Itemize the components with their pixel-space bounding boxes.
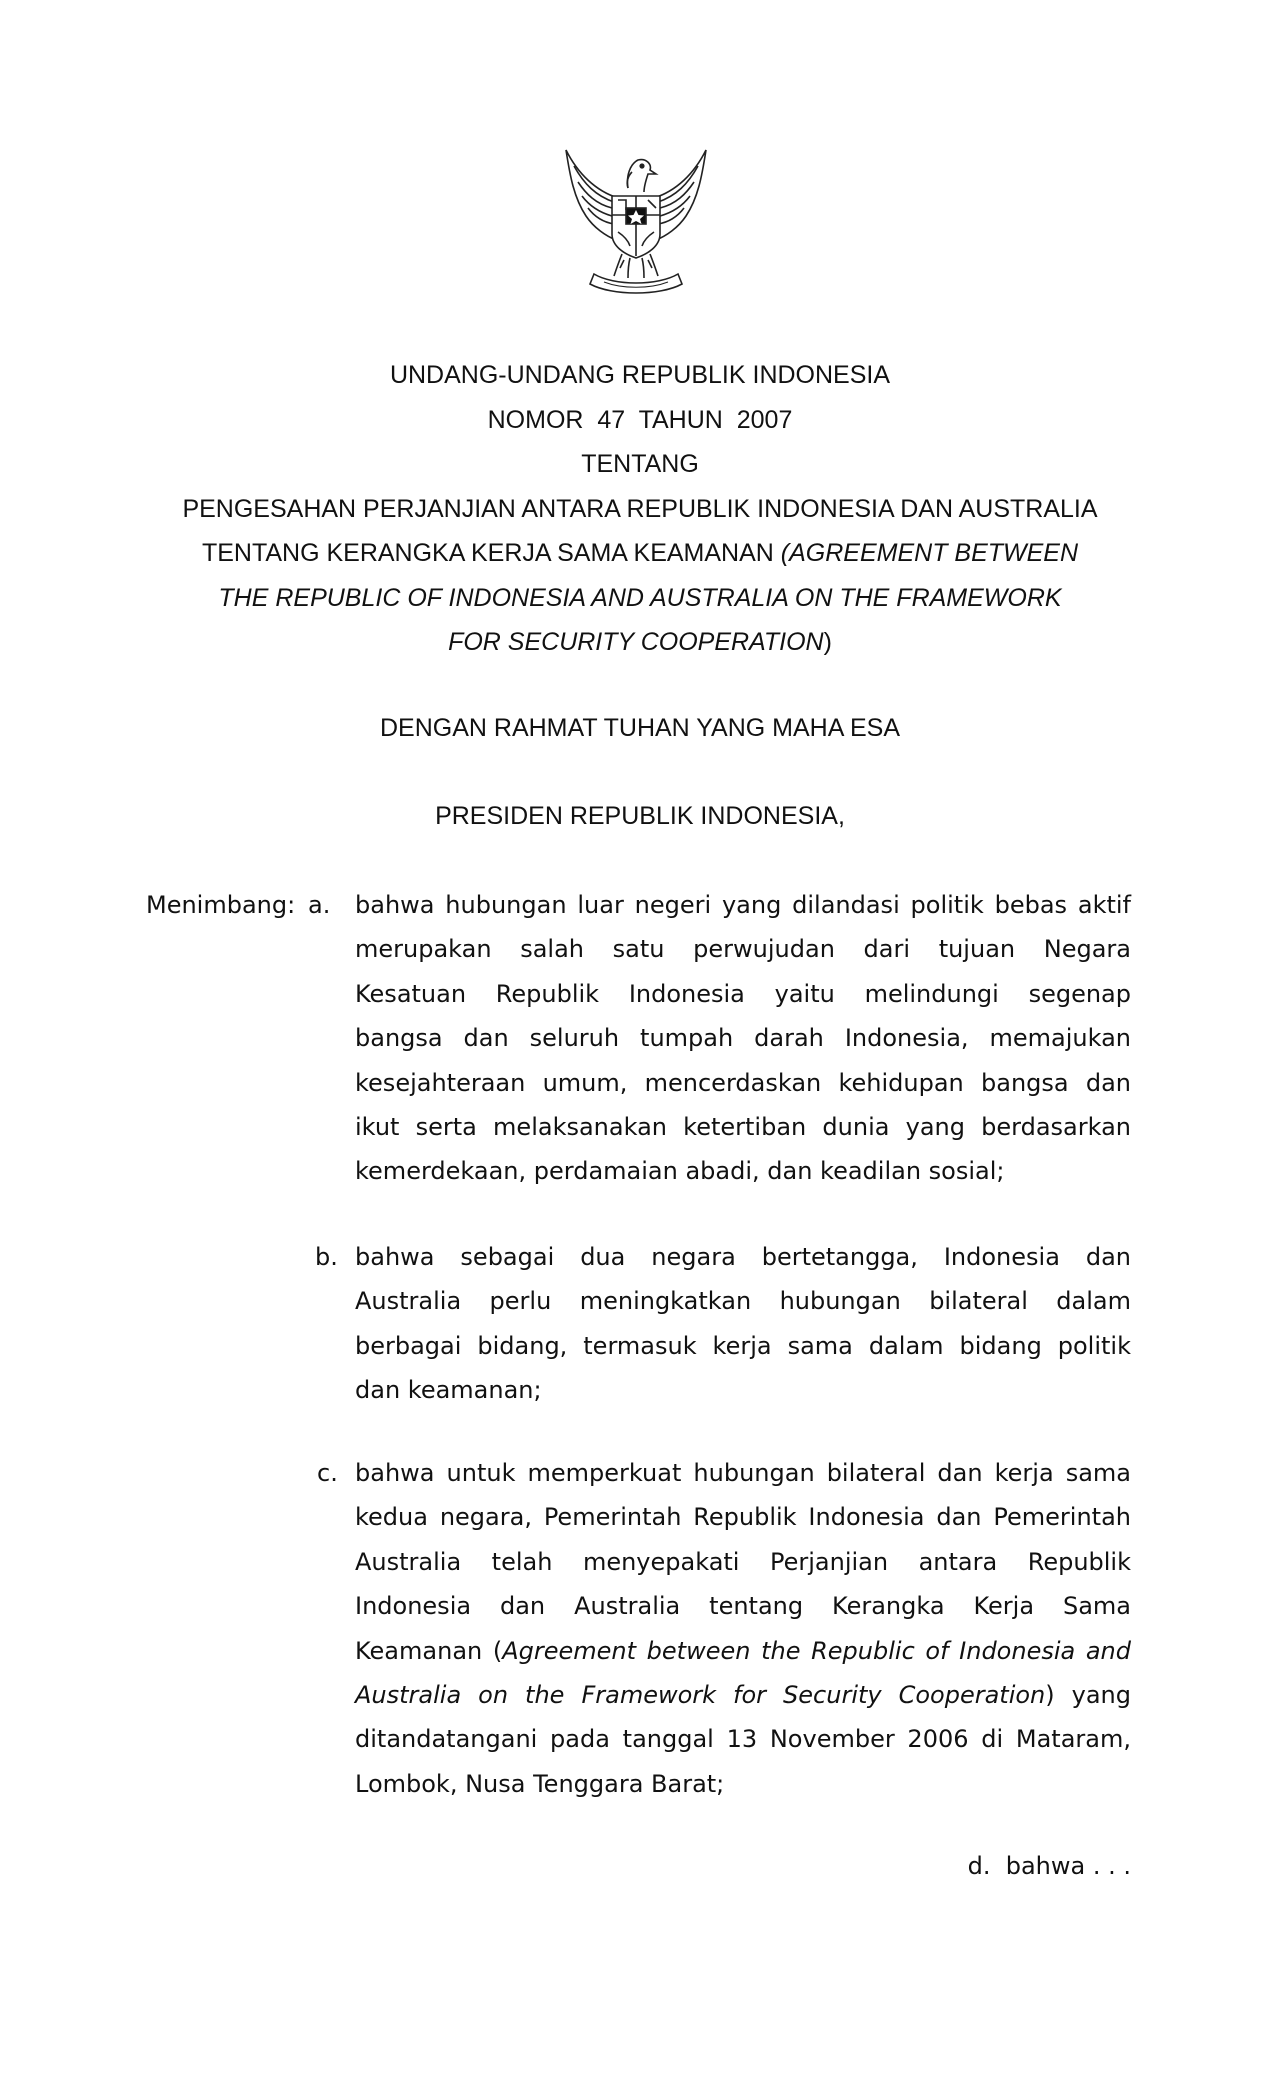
item-a-line-3: Kesatuan Republik Indonesia yaitu melindungi segenap (355, 979, 1131, 1008)
item-c-marker: c. (317, 1459, 338, 1487)
item-c-line-6-italic: Australia on the Framework for Security Cooperation (355, 1681, 1046, 1710)
item-c-line-6 (355, 1673, 1131, 1717)
item-c-line-3: Australia telah menyepakati Perjanjian antara Republik (355, 1547, 1131, 1576)
item-c-line-5-italic: Agreement between the Republic of Indonesia and (502, 1636, 1131, 1665)
title-line-5-italic: (AGREEMENT BETWEEN (780, 539, 1079, 567)
item-c-line-8: Lombok, Nusa Tenggara Barat; (355, 1769, 725, 1798)
item-a-line-2: merupakan salah satu perwujudan dari tujuan Negara (355, 935, 1131, 964)
title-line-7 (120, 620, 1160, 665)
item-c-line-2: kedua negara, Pemerintah Republik Indonesia dan Pemerintah (355, 1503, 1131, 1532)
title-line-4: PENGESAHAN PERJANJIAN ANTARA REPUBLIK INDONESIA DAN AUSTRALIA (182, 494, 1098, 523)
item-a-line-4: bangsa dan seluruh tumpah darah Indonesia, memajukan (355, 1024, 1131, 1053)
page-continuation: d. bahwa . . . (967, 1852, 1131, 1880)
item-c-line-5-plain: Keamanan ( (355, 1636, 503, 1665)
garuda-emblem-icon (556, 136, 716, 300)
title-line-5-plain: TENTANG KERANGKA KERJA SAMA KEAMANAN (201, 539, 781, 567)
considering-label: Menimbang: (146, 891, 296, 919)
item-b-line-4: dan keamanan; (355, 1376, 542, 1405)
president-line: PRESIDEN REPUBLIK INDONESIA, (435, 802, 845, 830)
item-a-line-1: bahwa hubungan luar negeri yang dilandasi politik bebas aktif (355, 891, 1131, 919)
item-b-line-2: Australia perlu meningkatkan hubungan bilateral dalam (355, 1287, 1131, 1316)
item-c-line-5 (355, 1629, 1131, 1673)
item-b-line-1: bahwa sebagai dua negara bertetangga, Indonesia dan (355, 1243, 1131, 1271)
item-b-paragraph (355, 1235, 1131, 1413)
item-a-line-5: kesejahteraan umum, mencerdaskan kehidupan bangsa dan (355, 1068, 1131, 1097)
item-c-line-1: bahwa untuk memperkuat hubungan bilateral dan kerja sama (355, 1459, 1131, 1487)
document-title-block (120, 353, 1160, 665)
title-line-6: THE REPUBLIC OF INDONESIA AND AUSTRALIA ON THE FRAMEWORK (218, 583, 1062, 612)
item-c-line-4: Indonesia dan Australia tentang Kerangka Kerja Sama (355, 1592, 1131, 1621)
invocation: DENGAN RAHMAT TUHAN YANG MAHA ESA (379, 714, 900, 742)
item-c-line-6-plain: ) yang (1045, 1681, 1131, 1710)
title-line-1: UNDANG-UNDANG REPUBLIK INDONESIA (389, 361, 891, 389)
title-line-5 (120, 531, 1160, 576)
item-a-line-7: kemerdekaan, perdamaian abadi, dan keadilan sosial; (355, 1157, 1005, 1186)
title-line-2: NOMOR 47 TAHUN 2007 (487, 405, 793, 434)
title-line-3: TENTANG (581, 450, 699, 478)
item-c-line-7: ditandatangani pada tanggal 13 November 2006 di Mataram, (355, 1725, 1131, 1754)
title-line-7-close: ) (823, 628, 832, 656)
item-b-line-3: berbagai bidang, termasuk kerja sama dalam bidang politik (355, 1331, 1131, 1360)
item-c-paragraph (355, 1451, 1131, 1806)
item-a-line-6: ikut serta melaksanakan ketertiban dunia yang berdasarkan (355, 1113, 1131, 1142)
item-b-marker: b. (315, 1243, 338, 1271)
title-line-7-italic: FOR SECURITY COOPERATION (448, 628, 824, 656)
item-a-marker: a. (308, 891, 331, 919)
item-a-paragraph (355, 883, 1131, 1194)
